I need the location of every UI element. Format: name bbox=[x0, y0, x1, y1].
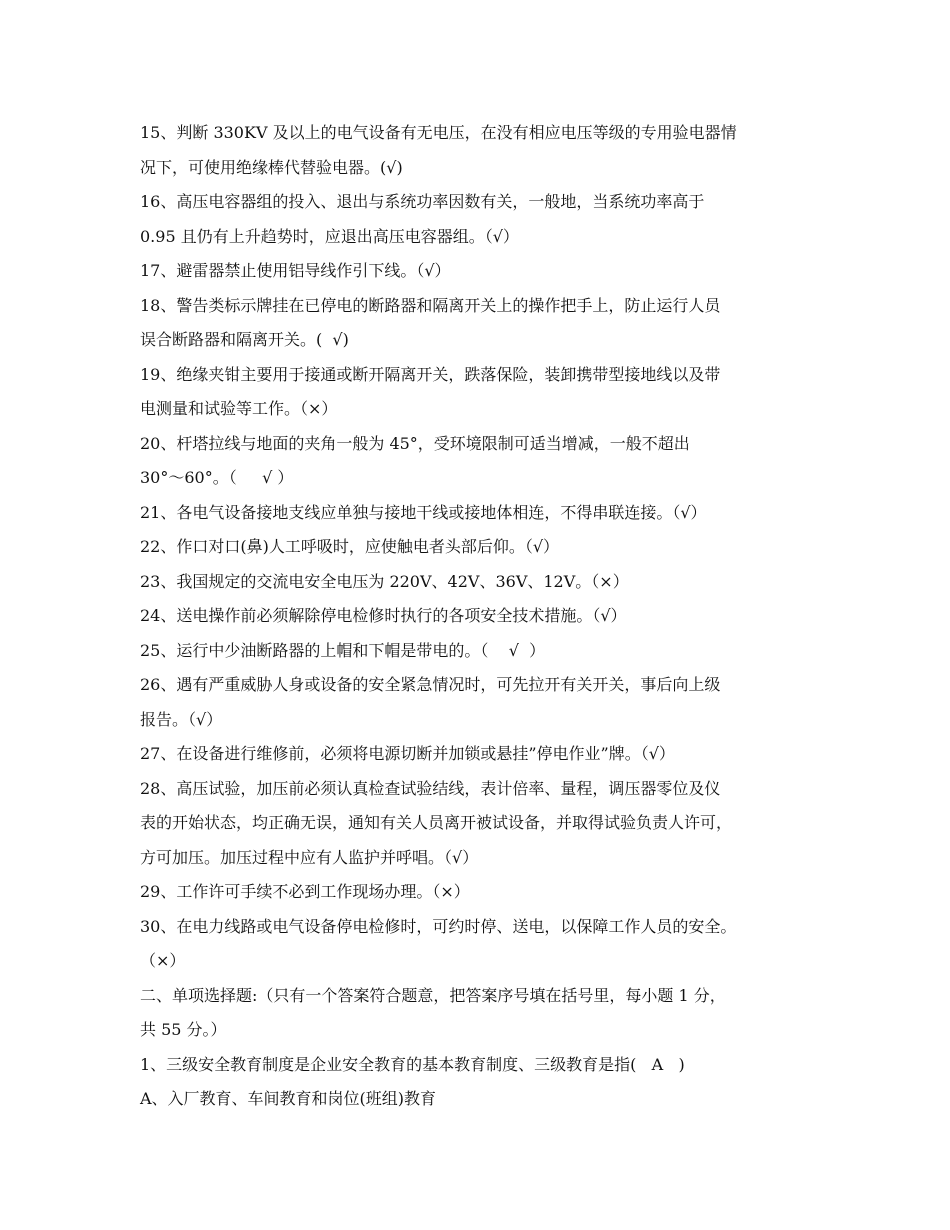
text-line: 22、作口对口(鼻)人工呼吸时，应使触电者头部后仰。（√） bbox=[140, 537, 560, 556]
text-line: 21、各电气设备接地支线应单独与接地干线或接地体相连，不得串联连接。（√） bbox=[140, 502, 707, 522]
text-line: （×） bbox=[140, 951, 186, 970]
text-line: 误合断路器和隔离开关。( √) bbox=[140, 330, 349, 349]
text-line: 0.95 且仍有上升趋势时，应退出高压电容器组。（√） bbox=[140, 226, 519, 246]
text-line: 26、遇有严重威胁人身或设备的安全紧急情况时，可先拉开有关开关，事后向上级 bbox=[140, 675, 721, 694]
text-line: 共 55 分。） bbox=[140, 1020, 227, 1039]
text-line: 19、绝缘夹钳主要用于接通或断开隔离开关，跌落保险，装卸携带型接地线以及带 bbox=[140, 364, 721, 384]
text-line: 27、在设备进行维修前，必须将电源切断并加锁或悬挂”停电作业”牌。（√） bbox=[140, 744, 675, 763]
text-line: 16、高压电容器组的投入、退出与系统功率因数有关，一般地，当系统功率高于 bbox=[140, 192, 705, 211]
text-line: A、入厂教育、车间教育和岗位(班组)教育 bbox=[140, 1089, 437, 1108]
text-line: 25、运行中少油断路器的上帽和下帽是带电的。（ √ ） bbox=[140, 640, 546, 660]
text-line: 17、避雷器禁止使用铝导线作引下线。（√） bbox=[140, 261, 451, 280]
text-line: 表的开始状态，均正确无误，通知有关人员离开被试设备，并取得试验负责人许可， bbox=[140, 813, 733, 832]
text-line: 况下，可使用绝缘棒代替验电器。(√) bbox=[140, 157, 403, 177]
text-line: 方可加压。加压过程中应有人监护并呼唱。（√） bbox=[140, 847, 479, 867]
text-line: 1、三级安全教育制度是企业安全教育的基本教育制度、三级教育是指( A ) bbox=[140, 1054, 685, 1074]
text-line: 电测量和试验等工作。（×） bbox=[140, 399, 338, 418]
text-line: 报告。（√） bbox=[140, 709, 223, 729]
text-line: 30°～60°。（ √ ） bbox=[140, 468, 294, 487]
section-heading: 二、单项选择题:（只有一个答案符合题意，把答案序号填在括号里，每小题 1 分， bbox=[140, 985, 726, 1005]
text-line: 30、在电力线路或电气设备停电检修时，可约时停、送电，以保障工作人员的安全。 bbox=[140, 916, 737, 936]
text-line: 29、工作许可手续不必到工作现场办理。（×） bbox=[140, 882, 470, 901]
text-line: 15、判断 330KV 及以上的电气设备有无电压，在没有相应电压等级的专用验电器情 bbox=[140, 123, 737, 142]
text-line: 28、高压试验，加压前必须认真检查试验结线，表计倍率、量程，调压器零位及仪 bbox=[140, 778, 721, 798]
text-line: 18、警告类标示牌挂在已停电的断路器和隔离开关上的操作把手上，防止运行人员 bbox=[140, 295, 721, 315]
text-line: 24、送电操作前必须解除停电检修时执行的各项安全技术措施。（√） bbox=[140, 606, 627, 625]
text-line: 23、我国规定的交流电安全电压为 220V、42V、36V、12V。（×） bbox=[140, 571, 629, 591]
document-page bbox=[140, 116, 830, 1117]
text-line: 20、杆塔拉线与地面的夹角一般为 45°，受环境限制可适当增减，一般不超出 bbox=[140, 433, 690, 453]
